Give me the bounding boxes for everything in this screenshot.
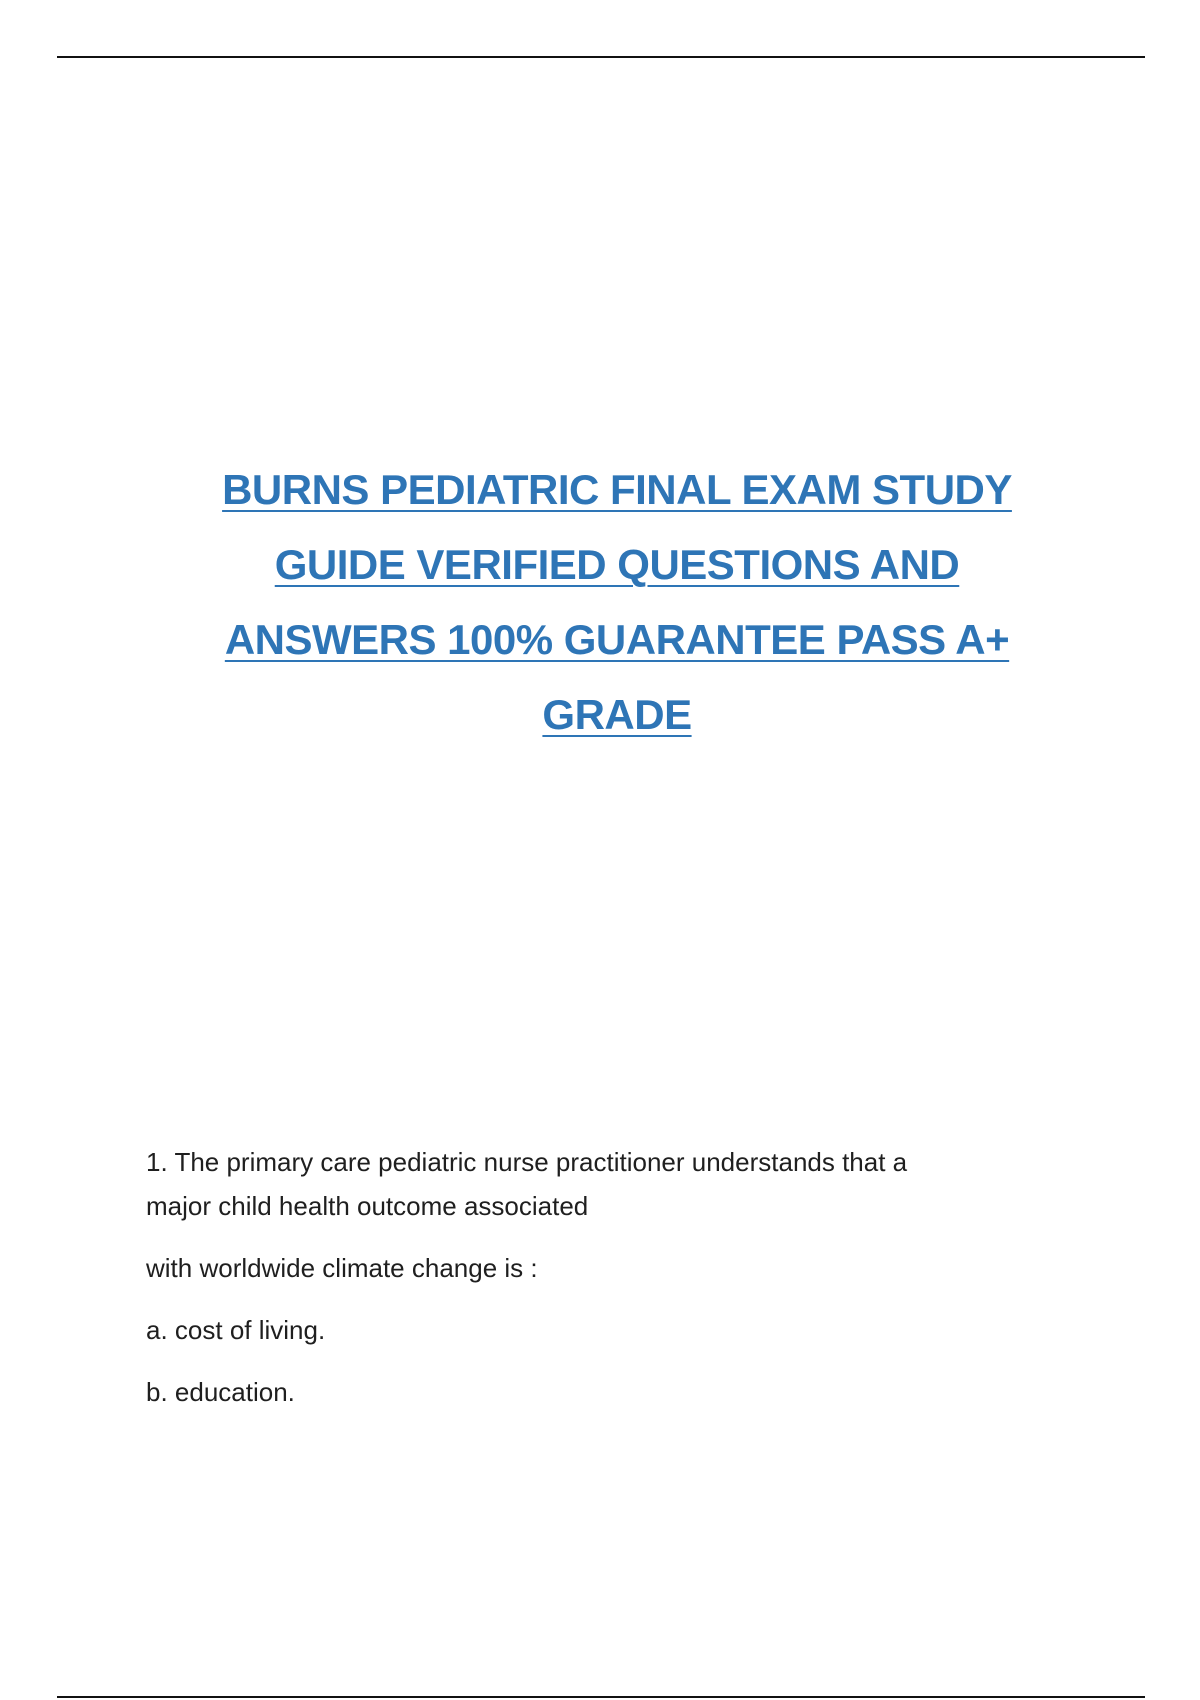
question-stem-line: major child health outcome associated — [146, 1191, 589, 1221]
answer-option-a: a. cost of living. — [146, 1315, 326, 1345]
title-line: BURNS PEDIATRIC FINAL EXAM STUDY — [222, 466, 1012, 513]
question-stem-line: 1. The primary care pediatric nurse practitioner understands that a — [146, 1147, 908, 1177]
question-stem-line: with worldwide climate change is : — [146, 1253, 538, 1283]
title-line: GRADE — [542, 691, 692, 738]
title-line: ANSWERS 100% GUARANTEE PASS A+ — [224, 616, 1010, 663]
bottom-rule — [57, 1696, 1145, 1698]
top-rule — [57, 56, 1145, 58]
question-1 — [146, 1140, 1046, 1414]
document-title — [170, 452, 1064, 752]
title-line: GUIDE VERIFIED QUESTIONS AND — [274, 541, 960, 588]
answer-option-b: b. education. — [146, 1377, 295, 1407]
